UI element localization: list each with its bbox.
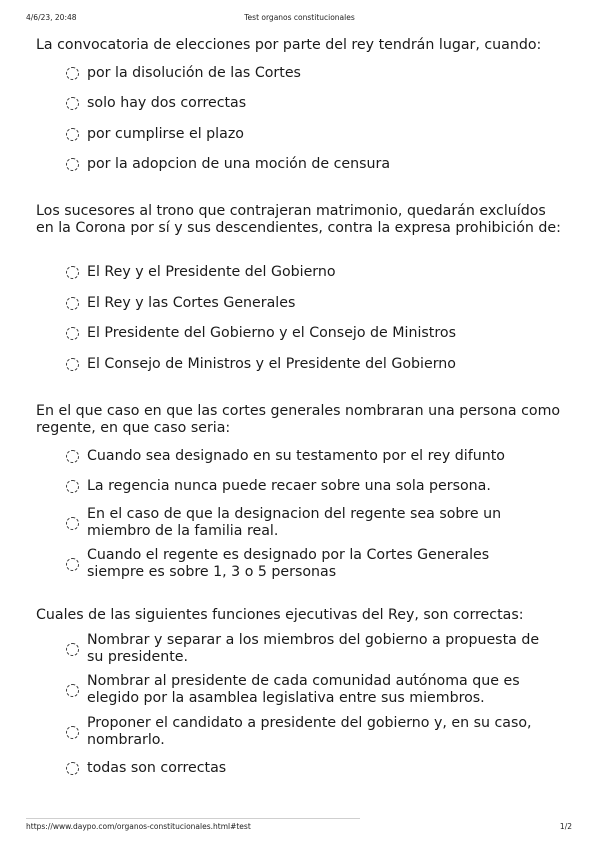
radio-button[interactable] [66,517,79,530]
answer-option[interactable] [66,448,556,465]
option-label: Cuando sea designado en su testamento por el rey difunto [87,448,505,464]
page-number: 1/2 [559,822,572,831]
radio-button[interactable] [66,67,79,80]
answer-option[interactable] [66,632,541,666]
question-text: Los sucesores al trono que contrajeran matrimonio, quedarán excluídos en la Corona por sí y sus descendientes, contra la expresa prohibición de: [36,203,561,236]
option-label: todas son correctas [87,760,227,776]
answer-option[interactable] [66,156,556,173]
option-label: solo hay dos correctas [87,95,247,111]
radio-button[interactable] [66,450,79,463]
answer-option[interactable] [66,356,556,373]
question-text: Cuales de las siguientes funciones ejecutivas del Rey, son correctas: [36,607,524,623]
footer-divider [26,818,360,819]
option-label: Cuando el regente es designado por la Cortes Generales siempre es sobre 1, 3 o 5 personas [87,547,490,580]
option-label: El Rey y el Presidente del Gobierno [87,264,336,280]
answer-option[interactable] [66,295,556,312]
radio-button[interactable] [66,97,79,110]
answer-option[interactable] [66,65,556,82]
radio-button[interactable] [66,762,79,775]
option-label: El Presidente del Gobierno y el Consejo de Ministros [87,325,456,341]
radio-button[interactable] [66,158,79,171]
option-label: por la adopcion de una moción de censura [87,156,391,172]
radio-button[interactable] [66,297,79,310]
answer-option[interactable] [66,760,556,777]
radio-button[interactable] [66,684,79,697]
radio-button[interactable] [66,358,79,371]
answer-option[interactable] [66,95,556,112]
answer-option[interactable] [66,478,556,495]
answer-option[interactable] [66,506,526,540]
question-1 [36,37,566,54]
question-4 [36,607,566,624]
option-label: La regencia nunca puede recaer sobre una sola persona. [87,478,491,494]
answer-option[interactable] [66,673,521,707]
radio-button[interactable] [66,558,79,571]
answer-option[interactable] [66,264,556,281]
question-text: La convocatoria de elecciones por parte del rey tendrán lugar, cuando: [36,37,542,53]
print-title: Test organos constitucionales [244,13,355,22]
question-3 [36,403,566,437]
print-date: 4/6/23, 20:48 [26,13,77,22]
answer-option[interactable] [66,715,546,749]
option-label: El Consejo de Ministros y el Presidente del Gobierno [87,356,456,372]
radio-button[interactable] [66,726,79,739]
option-label: El Rey y las Cortes Generales [87,295,296,311]
option-label: Nombrar y separar a los miembros del gobierno a propuesta de su presidente. [87,632,540,665]
answer-option[interactable] [66,126,556,143]
question-2 [36,203,566,237]
print-header [0,13,599,25]
option-label: por la disolución de las Cortes [87,65,301,81]
option-label: por cumplirse el plazo [87,126,244,142]
option-label: En el caso de que la designacion del regente sea sobre un miembro de la familia real. [87,506,502,539]
question-text: En el que caso en que las cortes generales nombraran una persona como regente, en que caso seria: [36,403,561,436]
radio-button[interactable] [66,128,79,141]
answer-option[interactable] [66,325,556,342]
option-label: Proponer el candidato a presidente del gobierno y, en su caso, nombrarlo. [87,715,532,748]
page-url: https://www.daypo.com/organos-constitucionales.html#test [26,822,251,831]
radio-button[interactable] [66,643,79,656]
radio-button[interactable] [66,327,79,340]
answer-option[interactable] [66,547,516,581]
radio-button[interactable] [66,266,79,279]
radio-button[interactable] [66,480,79,493]
option-label: Nombrar al presidente de cada comunidad autónoma que es elegido por la asamblea legislativa entre sus miembros. [87,673,520,706]
